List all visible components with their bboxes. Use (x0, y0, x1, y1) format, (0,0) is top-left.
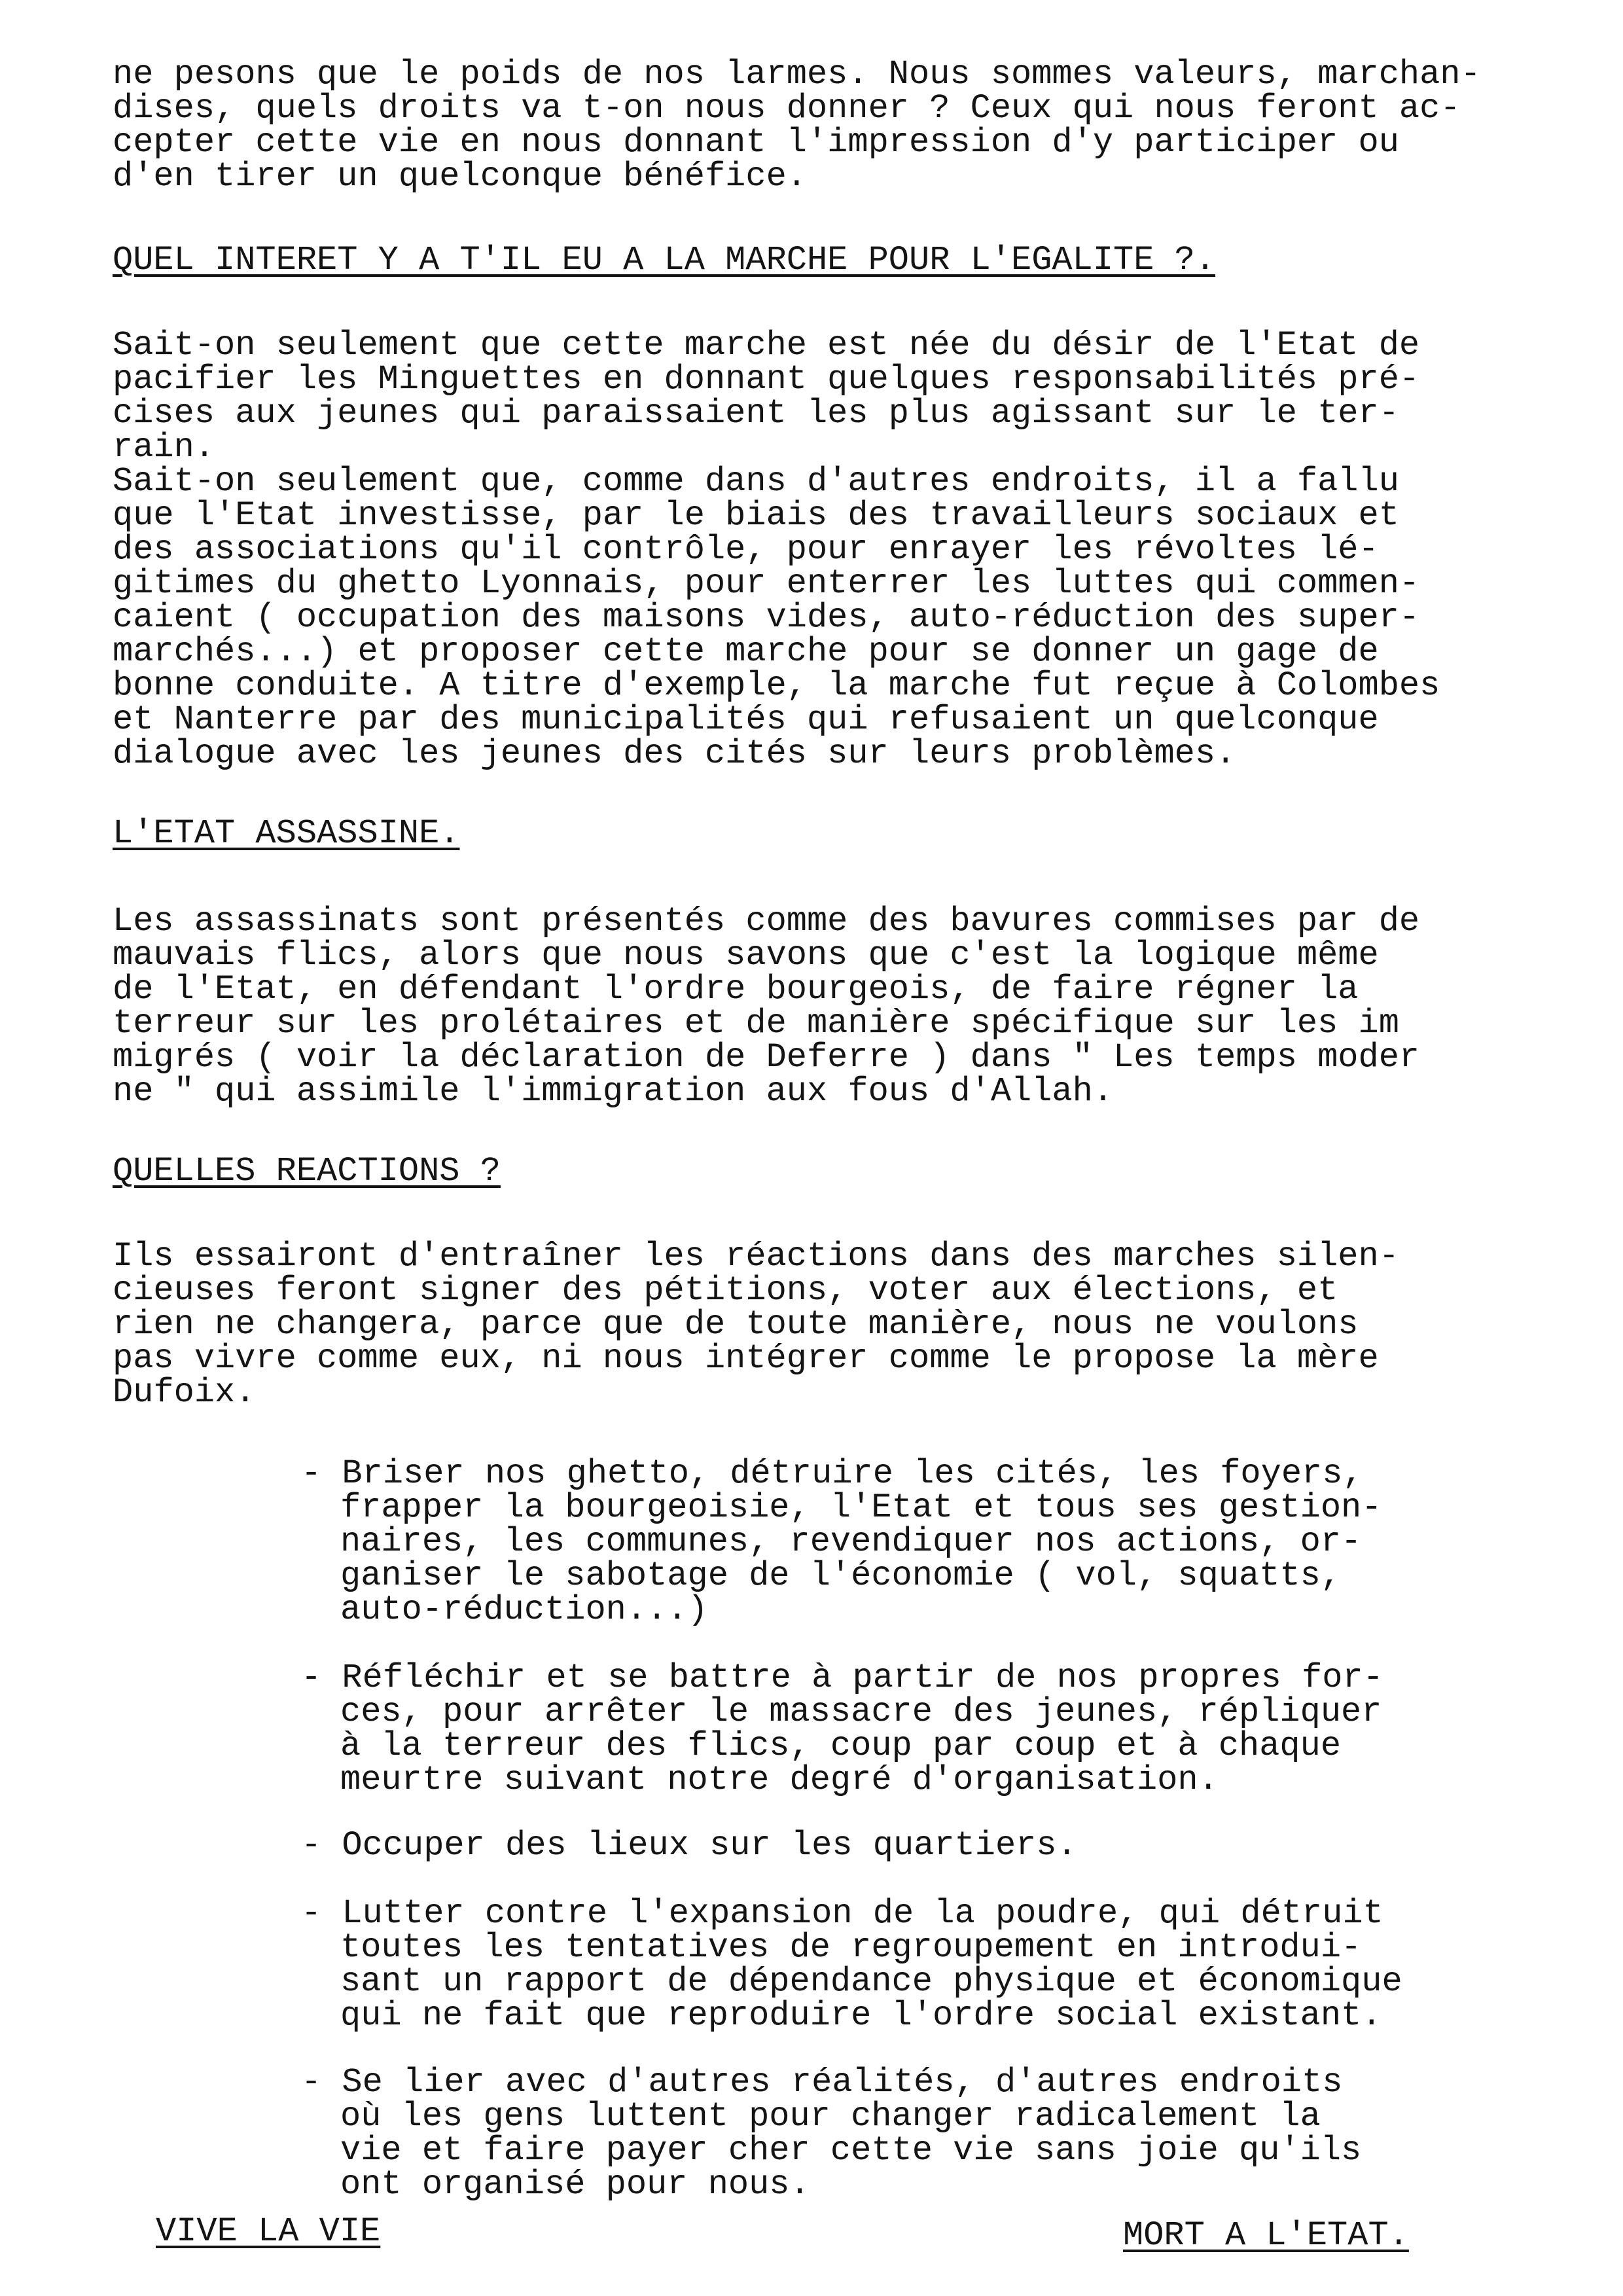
text-line: Les assassinats sont présentés comme des bavures commises par de (113, 902, 1420, 941)
bullet-line: sant un rapport de dépendance physique et économique (340, 1962, 1402, 2001)
bullet-line: qui ne fait que reproduire l'ordre social existant. (340, 1996, 1382, 2035)
bullet-line: ces, pour arrêter le massacre des jeunes, répliquer (340, 1693, 1382, 1731)
text-line: caient ( occupation des maisons vides, auto-réduction des super- (113, 598, 1420, 637)
text-line: cises aux jeunes qui paraissaient les plus agissant sur le ter- (113, 394, 1399, 433)
text-line: d'en tirer un quelconque bénéfice. (113, 157, 807, 196)
section-heading-reactions: QUELLES REACTIONS ? (113, 1152, 501, 1191)
bullet-line: - Se lier avec d'autres réalités, d'autres endroits (301, 2063, 1343, 2102)
text-line: ne " qui assimile l'immigration aux fous d'Allah. (113, 1072, 1114, 1111)
text-line: de l'Etat, en défendant l'ordre bourgeois, de faire régner la (113, 970, 1359, 1009)
bullet-line: frapper la bourgeoisie, l'Etat et tous ses gestion- (340, 1488, 1382, 1527)
text-line: et Nanterre par des municipalités qui refusaient un quelconque (113, 700, 1379, 739)
text-line: Sait-on seulement que, comme dans d'autres endroits, il a fallu (113, 462, 1399, 501)
bullet-line: naires, les communes, revendiquer nos actions, or- (340, 1522, 1362, 1561)
footer-slogan-right: MORT A L'ETAT. (1123, 2216, 1409, 2255)
text-line: dialogue avec les jeunes des cités sur leurs problèmes. (113, 734, 1236, 773)
text-line: migrés ( voir la déclaration de Deferre ) dans " Les temps moder (113, 1038, 1420, 1077)
bullet-line: où les gens luttent pour changer radicalement la (340, 2097, 1321, 2136)
bullet-line: - Réfléchir et se battre à partir de nos propres for- (301, 1659, 1383, 1697)
bullet-line: - Briser nos ghetto, détruire les cités, les foyers, (301, 1454, 1363, 1493)
bullet-line: à la terreur des flics, coup par coup et à chaque (340, 1727, 1342, 1765)
text-line: des associations qu'il contrôle, pour enrayer les révoltes lé- (113, 530, 1379, 569)
text-line: dises, quels droits va t-on nous donner ? Ceux qui nous feront ac- (113, 89, 1461, 128)
text-line: pacifier les Minguettes en donnant quelques responsabilités pré- (113, 360, 1420, 399)
text-line: Sait-on seulement que cette marche est née du désir de l'Etat de (113, 326, 1420, 365)
text-line: ne pesons que le poids de nos larmes. Nous sommes valeurs, marchan- (113, 55, 1481, 94)
text-line: cieuses feront signer des pétitions, voter aux élections, et (113, 1271, 1338, 1310)
text-line: marchés...) et proposer cette marche pour se donner un gage de (113, 632, 1379, 671)
bullet-line: meurtre suivant notre degré d'organisation. (340, 1761, 1219, 1799)
text-line: bonne conduite. A titre d'exemple, la marche fut reçue à Colombes (113, 666, 1440, 705)
text-line: cepter cette vie en nous donnant l'impression d'y participer ou (113, 123, 1399, 162)
text-line: pas vivre comme eux, ni nous intégrer comme le propose la mère (113, 1339, 1379, 1378)
text-line: que l'Etat investisse, par le biais des travailleurs sociaux et (113, 496, 1399, 535)
text-line: terreur sur les prolétaires et de manière spécifique sur les im (113, 1004, 1399, 1043)
footer-slogan-left: VIVE LA VIE (156, 2212, 381, 2251)
section-heading-etat-assassine: L'ETAT ASSASSINE. (113, 814, 460, 853)
bullet-line: toutes les tentatives de regroupement en introdui- (340, 1928, 1362, 1967)
bullet-line: auto-réduction...) (340, 1590, 708, 1629)
text-line: rain. (113, 428, 215, 467)
bullet-line: - Lutter contre l'expansion de la poudre, qui détruit (301, 1894, 1383, 1933)
section-heading-marche: QUEL INTERET Y A T'IL EU A LA MARCHE POUR L'EGALITE ?. (113, 241, 1216, 279)
text-line: Ils essairont d'entraîner les réactions dans des marches silen- (113, 1237, 1399, 1276)
text-line: Dufoix. (113, 1373, 256, 1412)
bullet-line: ganiser le sabotage de l'économie ( vol, squatts, (340, 1556, 1342, 1595)
bullet-line: ont organisé pour nous. (340, 2165, 810, 2204)
bullet-line: vie et faire payer cher cette vie sans joie qu'ils (340, 2131, 1362, 2170)
text-line: mauvais flics, alors que nous savons que c'est la logique même (113, 936, 1379, 975)
bullet-line: - Occuper des lieux sur les quartiers. (301, 1826, 1077, 1865)
text-line: gitimes du ghetto Lyonnais, pour enterrer les luttes qui commen- (113, 564, 1420, 603)
text-line: rien ne changera, parce que de toute manière, nous ne voulons (113, 1305, 1359, 1344)
